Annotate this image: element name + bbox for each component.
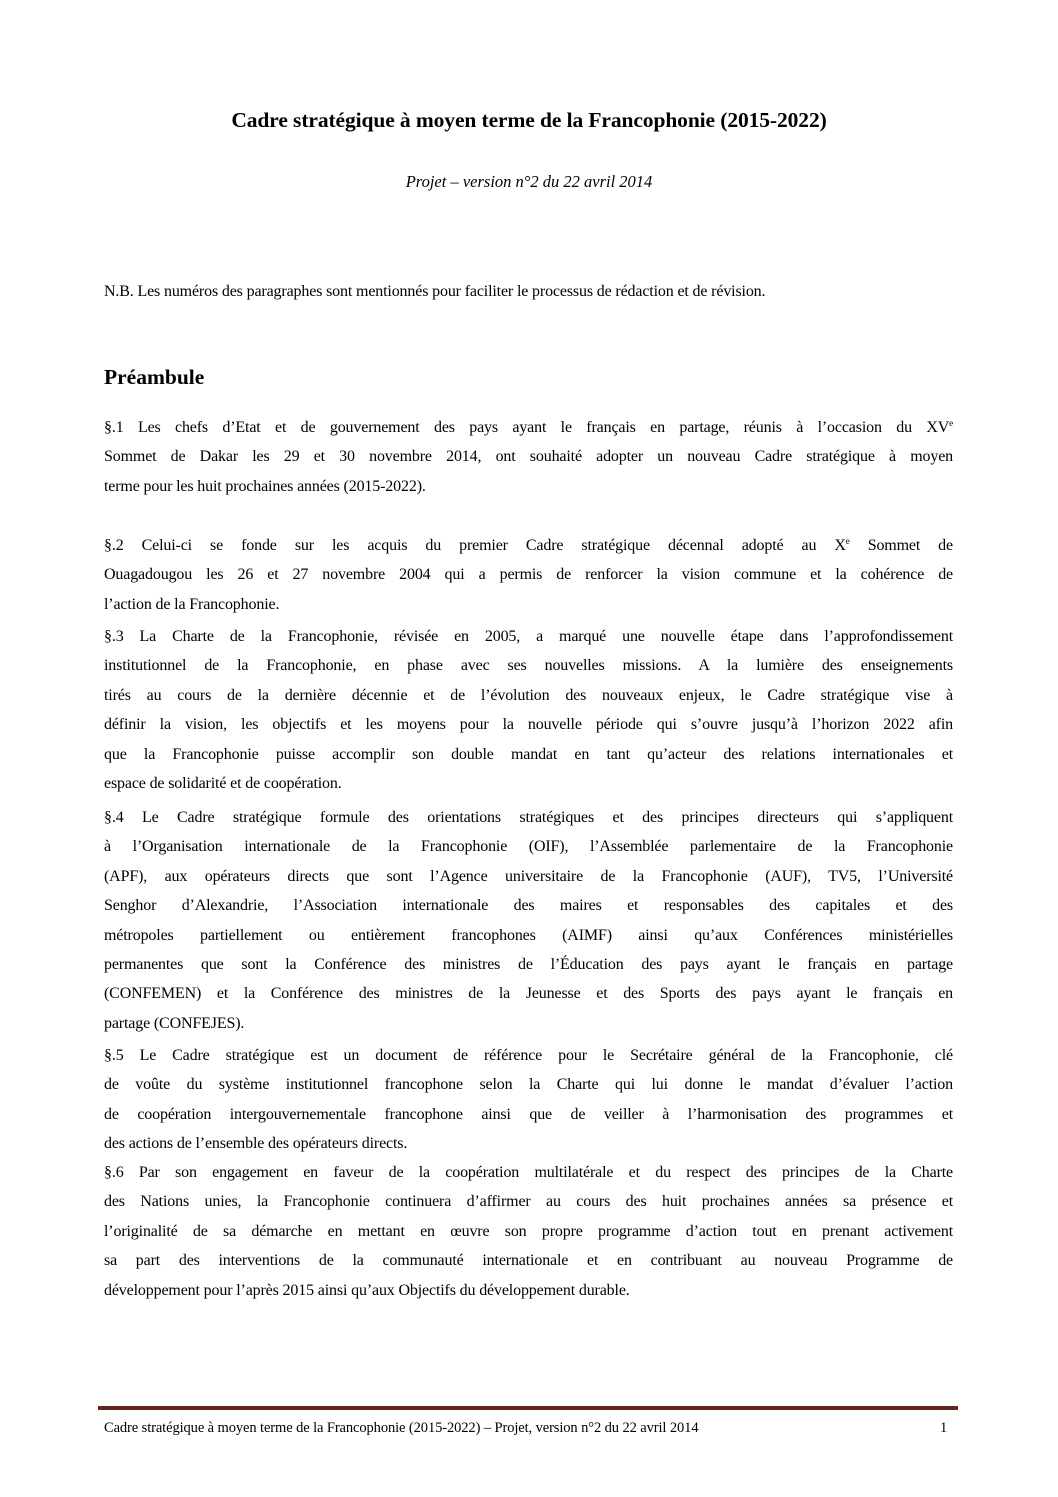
paragraph-line bbox=[104, 413, 953, 442]
line-text: (CONFEMEN) et la Conférence des ministres de la Jeunesse et des Sports des pays ayant le français en bbox=[104, 985, 953, 1003]
paragraph-3 bbox=[104, 622, 953, 798]
line-text: espace de solidarité et de coopération. bbox=[104, 774, 342, 792]
line-text: §.1 Les chefs d’Etat et de gouvernement des pays ayant le français en partage, réunis à l’occasion du XV bbox=[104, 419, 950, 436]
paragraph-line bbox=[104, 1158, 953, 1187]
line-text: des Nations unies, la Francophonie continuera d’affirmer au cours des huit prochaines années sa présence et bbox=[104, 1193, 953, 1211]
line-text: Ouagadougou les 26 et 27 novembre 2004 qui a permis de renforcer la vision commune et la cohérence de bbox=[104, 566, 953, 584]
paragraph-line bbox=[104, 651, 953, 680]
paragraph-line bbox=[104, 769, 953, 798]
paragraph-line bbox=[104, 950, 953, 979]
line-text: de coopération intergouvernementale francophone ainsi que de veiller à l’harmonisation des programmes et bbox=[104, 1105, 953, 1123]
paragraph-line bbox=[104, 803, 953, 832]
document-title: Cadre stratégique à moyen terme de la Francophonie (2015-2022) bbox=[231, 108, 827, 132]
paragraph-line bbox=[104, 622, 953, 651]
line-text: §.4 Le Cadre stratégique formule des orientations stratégiques et des principes directeurs qui s’appliquent bbox=[104, 809, 953, 826]
line-text: l’action de la Francophonie. bbox=[104, 595, 280, 613]
line-text: permanentes que sont la Conférence des ministres de l’Éducation des pays ayant le français en partage bbox=[104, 955, 953, 973]
paragraph-line bbox=[104, 590, 953, 619]
paragraph-line bbox=[104, 710, 953, 739]
line-text: §.6 Par son engagement en faveur de la coopération multilatérale et du respect des principes de la Charte bbox=[104, 1164, 953, 1181]
footer-text: Cadre stratégique à moyen terme de la Francophonie (2015-2022) – Projet, version n°2 du 22 avril 2014 bbox=[104, 1420, 699, 1436]
line-text: des actions de l’ensemble des opérateurs directs. bbox=[104, 1135, 408, 1153]
line-text: sa part des interventions de la communauté internationale et en contribuant au nouveau Programme de bbox=[104, 1252, 953, 1270]
line-text: métropoles partiellement ou entièrement francophones (AIMF) ainsi qu’aux Conférences ministérielles bbox=[104, 926, 953, 944]
ordinal-superscript: e bbox=[845, 536, 850, 546]
paragraph-line bbox=[104, 1246, 953, 1275]
paragraph-line bbox=[104, 921, 953, 950]
paragraph-line bbox=[104, 740, 953, 769]
paragraph-line bbox=[104, 1129, 953, 1158]
editorial-note: N.B. Les numéros des paragraphes sont mentionnés pour faciliter le processus de rédaction et de révision. bbox=[104, 283, 766, 300]
line-text: §.3 La Charte de la Francophonie, révisée en 2005, a marqué une nouvelle étape dans l’approfondissement bbox=[104, 628, 953, 645]
line-text: institutionnel de la Francophonie, en phase avec ses nouvelles missions. A la lumière des enseignements bbox=[104, 657, 953, 675]
line-text: §.5 Le Cadre stratégique est un document de référence pour le Secrétaire général de la Francophonie, clé bbox=[104, 1047, 953, 1064]
paragraph-line bbox=[104, 1009, 953, 1038]
footer-divider bbox=[98, 1406, 958, 1410]
line-text: l’originalité de sa démarche en mettant en œuvre son propre programme d’action tout en prenant activement bbox=[104, 1222, 953, 1240]
paragraph-line bbox=[104, 1041, 953, 1070]
paragraph-line bbox=[104, 891, 953, 920]
paragraph-line bbox=[104, 472, 953, 501]
paragraph-line bbox=[104, 681, 953, 710]
line-text: Senghor d’Alexandrie, l’Association internationale des maires et responsables des capitales et des bbox=[104, 897, 953, 915]
line-text: tirés au cours de la dernière décennie et de l’évolution des nouveaux enjeux, le Cadre stratégique vise à bbox=[104, 686, 953, 704]
line-text: (APF), aux opérateurs directs que sont l’Agence universitaire de la Francophonie (AUF), TV5, l’Université bbox=[104, 867, 953, 885]
paragraph-line bbox=[104, 1217, 953, 1246]
paragraph-line bbox=[104, 832, 953, 861]
line-text: de voûte du système institutionnel francophone selon la Charte qui lui donne le mandat d’évaluer l’action bbox=[104, 1076, 953, 1094]
line-text: à l’Organisation internationale de la Francophonie (OIF), l’Assemblée parlementaire de la Francophonie bbox=[104, 838, 953, 856]
paragraph-line bbox=[104, 1100, 953, 1129]
line-text: §.2 Celui-ci se fonde sur les acquis du premier Cadre stratégique décennal adopté au X bbox=[104, 537, 846, 554]
line-text: terme pour les huit prochaines années (2015-2022). bbox=[104, 477, 426, 495]
paragraph-2 bbox=[104, 531, 953, 619]
paragraph-line bbox=[104, 979, 953, 1008]
line-text: partage (CONFEJES). bbox=[104, 1014, 245, 1032]
line-text: Sommet de Dakar les 29 et 30 novembre 2014, ont souhaité adopter un nouveau Cadre stratégique à moyen bbox=[104, 448, 953, 466]
line-text: Sommet de bbox=[849, 537, 953, 554]
line-text: développement pour l’après 2015 ainsi qu’aux Objectifs du développement durable. bbox=[104, 1281, 630, 1299]
paragraph-4 bbox=[104, 803, 953, 1038]
line-text: définir la vision, les objectifs et les moyens pour la nouvelle période qui s’ouvre jusqu’à l’horizon 2022 afin bbox=[104, 716, 953, 734]
paragraph-5 bbox=[104, 1041, 953, 1159]
line-text: que la Francophonie puisse accomplir son double mandat en tant qu’acteur des relations internationales et bbox=[104, 745, 953, 763]
paragraph-6 bbox=[104, 1158, 953, 1305]
paragraph-line bbox=[104, 531, 953, 560]
section-heading-preambule: Préambule bbox=[104, 365, 205, 389]
paragraph-1 bbox=[104, 413, 953, 501]
paragraph-line bbox=[104, 862, 953, 891]
paragraph-line bbox=[104, 1070, 953, 1099]
paragraph-line bbox=[104, 560, 953, 589]
paragraph-line bbox=[104, 1187, 953, 1216]
ordinal-superscript: e bbox=[949, 418, 953, 428]
paragraph-line bbox=[104, 442, 953, 471]
page-number: 1 bbox=[940, 1420, 948, 1436]
document-subtitle: Projet – version n°2 du 22 avril 2014 bbox=[405, 172, 653, 191]
paragraph-line bbox=[104, 1276, 953, 1305]
